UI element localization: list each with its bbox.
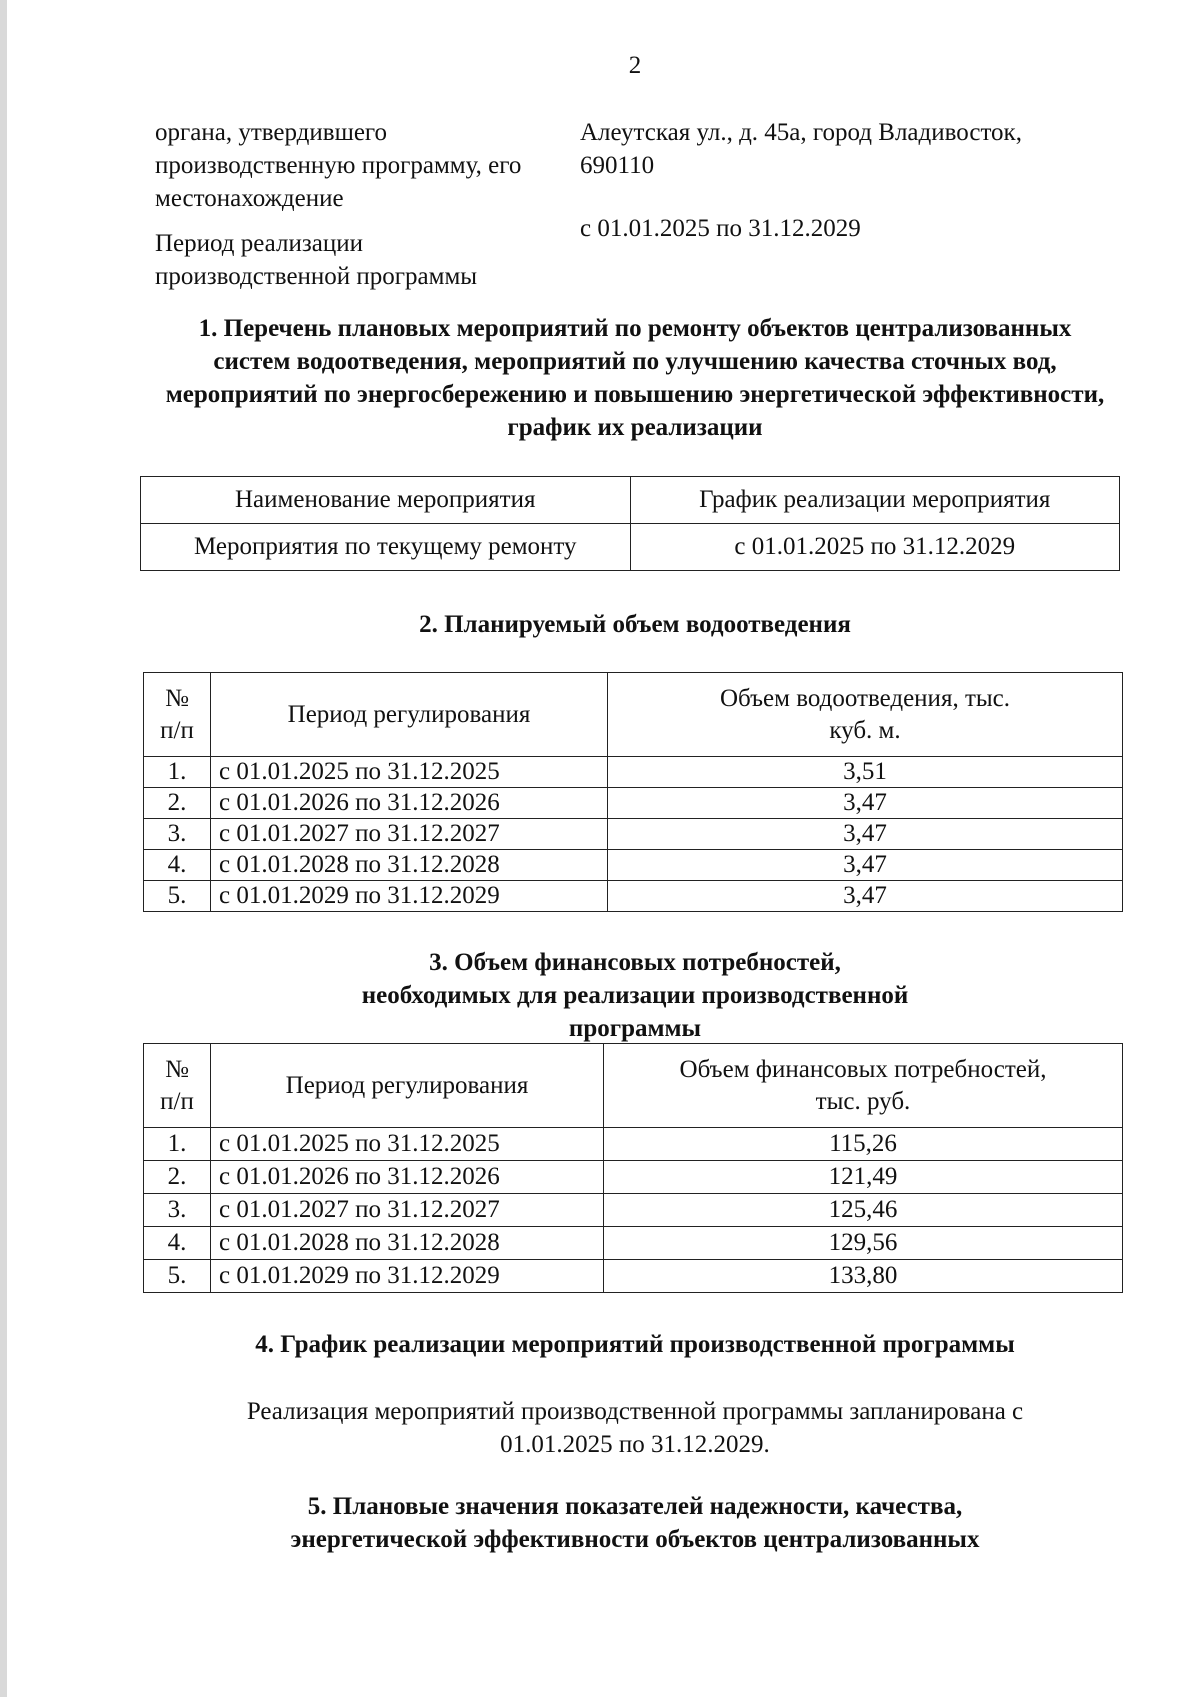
table-cell: 3,51 <box>608 757 1123 788</box>
section1-title: 1. Перечень плановых мероприятий по ремонту объектов централизованных систем водоотведения, мероприятий по улучшению качества сточных вод, мероприятий по энергосбережению и повышению энергетической эффективности, график их реализации <box>165 315 1105 441</box>
table-cell: с 01.01.2027 по 31.12.2027 <box>211 1194 604 1227</box>
section5-title: 5. Плановые значения показателей надежности, качества, энергетической эффективности объектов централизованных <box>290 1493 980 1553</box>
table-cell: с 01.01.2029 по 31.12.2029 <box>211 881 608 912</box>
column-header: № п/п <box>144 1044 211 1128</box>
table-cell: 129,56 <box>604 1227 1123 1260</box>
column-header: График реализации мероприятия <box>630 477 1120 524</box>
section1-table <box>140 476 1120 571</box>
table-cell: с 01.01.2025 по 31.12.2025 <box>211 1128 604 1161</box>
table-row <box>141 524 1120 571</box>
table-cell: 5. <box>144 881 211 912</box>
table-cell: 3,47 <box>608 788 1123 819</box>
column-header: Наименование мероприятия <box>141 477 631 524</box>
table-header-row <box>141 477 1120 524</box>
section4-title: 4. График реализации мероприятий производственной программы <box>255 1331 1015 1358</box>
page-number: 2 <box>628 52 642 79</box>
table-cell: с 01.01.2025 по 31.12.2025 <box>211 757 608 788</box>
table-cell: 121,49 <box>604 1161 1123 1194</box>
table-row <box>144 757 1123 788</box>
table-cell: 1. <box>144 757 211 788</box>
section4-text: Реализация мероприятий производственной программы запланирована с 01.01.2025 по 31.12.2029. <box>246 1398 1024 1458</box>
table-cell: с 01.01.2027 по 31.12.2027 <box>211 819 608 850</box>
section2-title: 2. Планируемый объем водоотведения <box>419 611 851 638</box>
section3-table <box>143 1043 1123 1293</box>
page-edge <box>0 0 7 1697</box>
table-row <box>144 881 1123 912</box>
header-values <box>580 116 1140 245</box>
table-row <box>144 850 1123 881</box>
section3-title: 3. Объем финансовых потребностей, необходимых для реализации производственной программы <box>361 949 909 1042</box>
table-cell: 2. <box>144 788 211 819</box>
table-cell: 2. <box>144 1161 211 1194</box>
authority-label: органа, утвердившего производственную программу, его местонахождение <box>155 119 522 212</box>
table-header-row <box>144 1044 1123 1128</box>
table-cell: 4. <box>144 850 211 881</box>
section2-table <box>143 672 1123 912</box>
table-cell: с 01.01.2028 по 31.12.2028 <box>211 850 608 881</box>
column-header: Объем финансовых потребностей, тыс. руб. <box>604 1044 1123 1128</box>
column-header: Период регулирования <box>211 1044 604 1128</box>
table-row <box>144 819 1123 850</box>
table-cell: 133,80 <box>604 1260 1123 1293</box>
header-labels <box>155 116 555 293</box>
table-row <box>144 1260 1123 1293</box>
table-row <box>144 1227 1123 1260</box>
table-cell: с 01.01.2029 по 31.12.2029 <box>211 1260 604 1293</box>
column-header: № п/п <box>144 673 211 757</box>
table-cell: с 01.01.2026 по 31.12.2026 <box>211 788 608 819</box>
authority-value: Алеутская ул., д. 45а, город Владивосток, 690110 <box>580 119 1022 179</box>
column-header: Объем водоотведения, тыс. куб. м. <box>608 673 1123 757</box>
table-cell: 3,47 <box>608 850 1123 881</box>
table-cell: Мероприятия по текущему ремонту <box>141 524 631 571</box>
period-value: с 01.01.2025 по 31.12.2029 <box>580 215 861 242</box>
table-row <box>144 1161 1123 1194</box>
table-cell: 125,46 <box>604 1194 1123 1227</box>
table-cell: с 01.01.2028 по 31.12.2028 <box>211 1227 604 1260</box>
table-cell: 3. <box>144 819 211 850</box>
table-cell: 3. <box>144 1194 211 1227</box>
table-header-row <box>144 673 1123 757</box>
table-cell: 3,47 <box>608 881 1123 912</box>
table-cell: с 01.01.2025 по 31.12.2029 <box>630 524 1120 571</box>
table-cell: с 01.01.2026 по 31.12.2026 <box>211 1161 604 1194</box>
table-cell: 5. <box>144 1260 211 1293</box>
table-cell: 4. <box>144 1227 211 1260</box>
column-header: Период регулирования <box>211 673 608 757</box>
table-row <box>144 788 1123 819</box>
table-cell: 115,26 <box>604 1128 1123 1161</box>
table-row <box>144 1128 1123 1161</box>
period-label: Период реализации производственной программы <box>155 230 478 290</box>
table-cell: 3,47 <box>608 819 1123 850</box>
table-cell: 1. <box>144 1128 211 1161</box>
table-row <box>144 1194 1123 1227</box>
